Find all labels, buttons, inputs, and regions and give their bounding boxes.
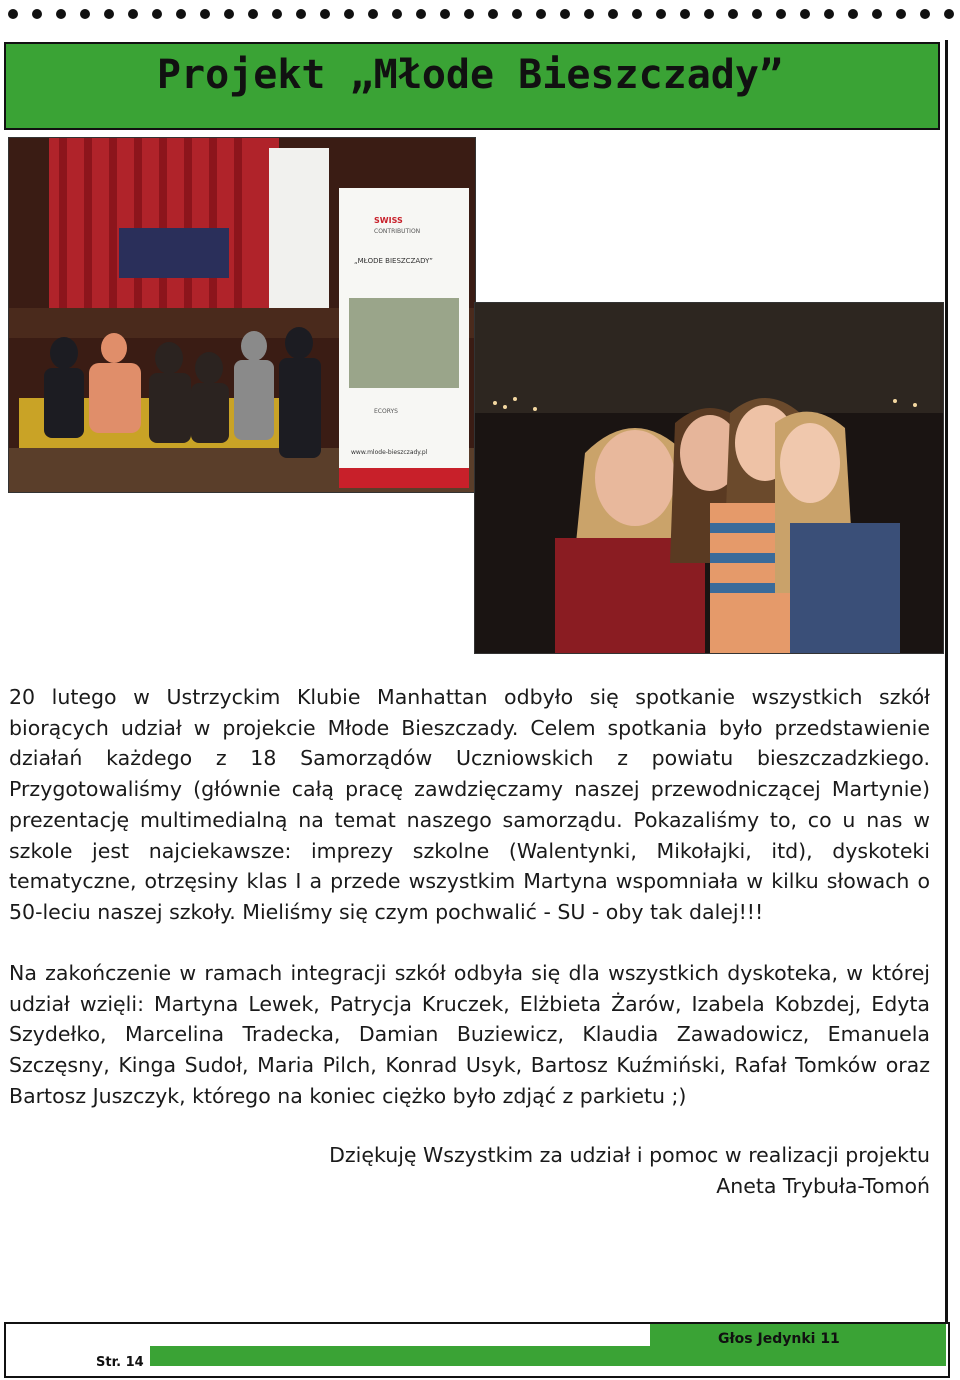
- article-paragraph-1: [9, 682, 930, 928]
- banner-brand-sub: CONTRIBUTION: [374, 228, 421, 235]
- border-dot: [392, 9, 402, 19]
- border-dot: [872, 9, 882, 19]
- banner-partner: ECORYS: [374, 408, 398, 415]
- border-dot: [536, 9, 546, 19]
- border-dot: [848, 9, 858, 19]
- event-photo-disco: [474, 302, 944, 654]
- border-dot: [128, 9, 138, 19]
- border-dot: [320, 9, 330, 19]
- dotted-border-top: [0, 0, 960, 22]
- thanks-text: Dziękuję Wszystkim za udział i pomoc w realizacji projektu: [329, 1143, 930, 1167]
- publication-name: Głos Jedynki 11: [718, 1331, 840, 1347]
- border-dot: [104, 9, 114, 19]
- border-dot: [80, 9, 90, 19]
- border-dot: [896, 9, 906, 19]
- border-dot: [8, 9, 18, 19]
- border-dot: [776, 9, 786, 19]
- banner-site: www.mlode-bieszczady.pl: [351, 449, 428, 456]
- border-dot: [488, 9, 498, 19]
- border-dot: [200, 9, 210, 19]
- border-dot: [512, 9, 522, 19]
- border-dot: [344, 9, 354, 19]
- paragraph-text: 20 lutego w Ustrzyckim Klubie Manhattan odbyło się spotkanie wszystkich szkół biorących udział w projekcie Młode Bieszczady. Celem spotkania było przedstawienie działań każdego z 18 Samorządów Uczniowskich z powiatu bieszczadzkiego. Przygotowaliśmy (głównie całą pracę zawdzięczamy naszej przewodniczącej Martynie) prezentację multimedialną na temat naszego samorządu. Pokazaliśmy to, co u nas w szkole jest najciekawsze: imprezy szkolne (Walentynki, Mikołajki, itd), dyskoteki tematyczne, otrzęsiny klas I a przede wszystkim Martyna wspomniała w kilku słowach o 50-leciu naszej szkoły. Mieliśmy się czym pochwalić - SU - oby tak dalej!!!: [9, 685, 930, 924]
- border-dot: [560, 9, 570, 19]
- page-frame-right: [945, 40, 948, 1330]
- event-photo-stage: [8, 137, 476, 493]
- border-dot: [32, 9, 42, 19]
- border-dot: [56, 9, 66, 19]
- article-paragraph-2: [9, 958, 930, 1112]
- border-dot: [656, 9, 666, 19]
- border-dot: [152, 9, 162, 19]
- thanks-block: [270, 1140, 930, 1201]
- border-dot: [440, 9, 450, 19]
- border-dot: [584, 9, 594, 19]
- border-dot: [800, 9, 810, 19]
- banner-brand: SWISS: [374, 216, 403, 225]
- border-dot: [368, 9, 378, 19]
- page-number: Str. 14: [96, 1355, 144, 1370]
- border-dot: [272, 9, 282, 19]
- border-dot: [176, 9, 186, 19]
- border-dot: [464, 9, 474, 19]
- border-dot: [704, 9, 714, 19]
- page-title: Projekt „Młode Bieszczady”: [156, 52, 784, 98]
- border-dot: [728, 9, 738, 19]
- border-dot: [824, 9, 834, 19]
- border-dot: [608, 9, 618, 19]
- border-dot: [920, 9, 930, 19]
- border-dot: [248, 9, 258, 19]
- border-dot: [416, 9, 426, 19]
- author-signature: Aneta Trybuła-Tomoń: [716, 1173, 930, 1198]
- border-dot: [296, 9, 306, 19]
- border-dot: [944, 9, 954, 19]
- border-dot: [632, 9, 642, 19]
- border-dot: [752, 9, 762, 19]
- border-dot: [680, 9, 690, 19]
- footer-green-band: [150, 1346, 946, 1366]
- border-dot: [224, 9, 234, 19]
- paragraph-text: Na zakończenie w ramach integracji szkół odbyła się dla wszystkich dyskoteka, w której udział wzięli: Martyna Lewek, Patrycja Kruczek, Elżbieta Żarów, Izabela Kobzdej, Edyta Szydełko, Marcelina Tradecka, Damian Buziewicz, Klaudia Zawadowicz, Emanuela Szczęsny, Kinga Sudoł, Maria Pilch, Konrad Usyk, Bartosz Kuźmiński, Rafał Tomków oraz Bartosz Juszczyk, którego na koniec ciężko było zdjąć z parkietu ;): [9, 961, 930, 1108]
- banner-project: „MŁODE BIESZCZADY”: [354, 257, 433, 265]
